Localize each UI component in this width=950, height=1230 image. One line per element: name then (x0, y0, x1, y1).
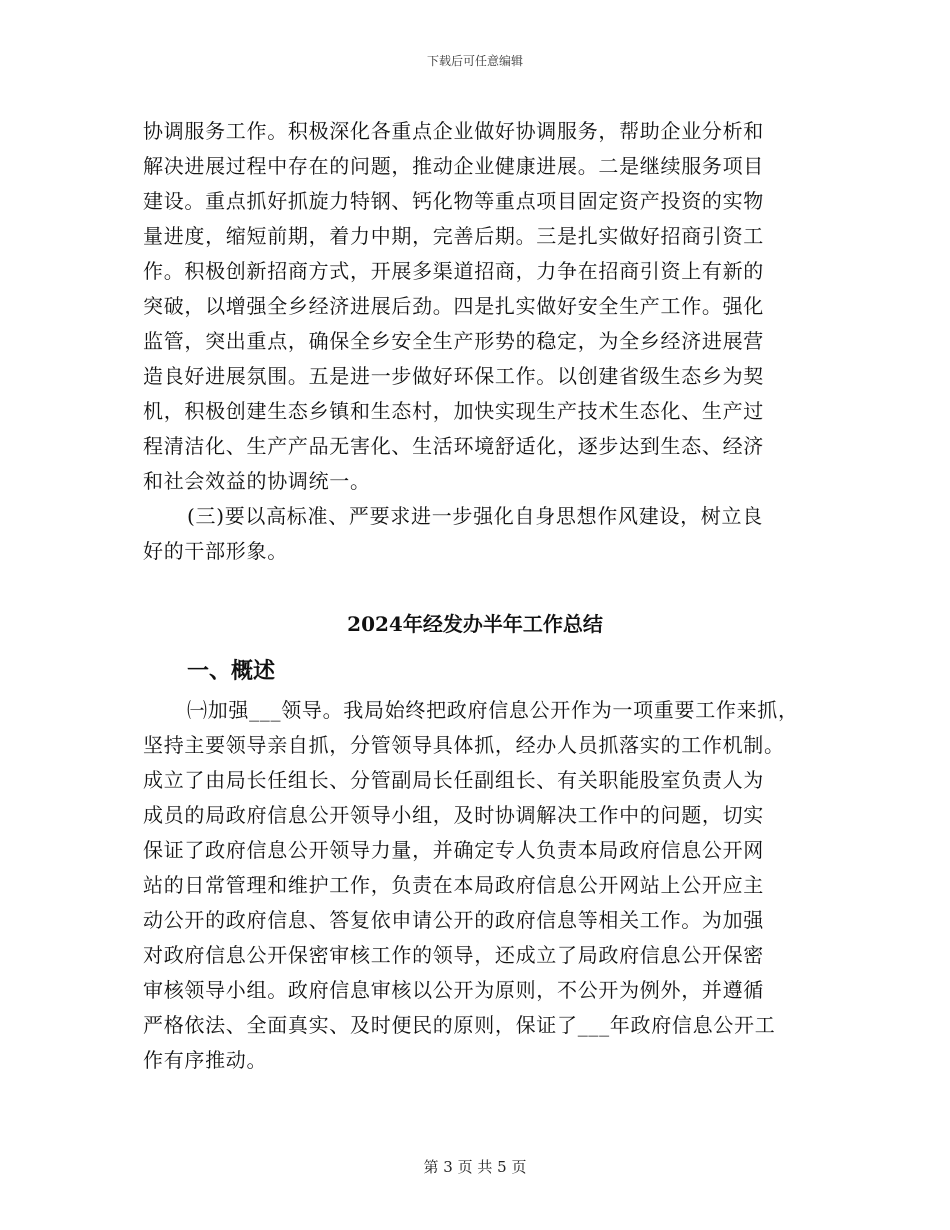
text-line: 动公开的政府信息、答复依申请公开的政府信息等相关工作。为加强 (143, 908, 764, 932)
document-title: 2024年经发办半年工作总结 (347, 612, 603, 636)
text-line: 解决进展过程中存在的问题，推动企业健康进展。二是继续服务项目 (143, 154, 764, 178)
text-line: 严格依法、全面真实、及时便民的原则，保证了___年政府信息公开工 (143, 1013, 776, 1037)
text-line: 和社会效益的协调统一。 (143, 469, 371, 493)
page-header: 下载后可任意编辑 (426, 54, 523, 68)
text-line: 好的干部形象。 (143, 539, 288, 563)
text-line: 对政府信息公开保密审核工作的领导，还成立了局政府信息公开保密 (143, 943, 764, 967)
text-line: 量进度，缩短前期，着力中期，完善后期。三是扎实做好招商引资工 (143, 224, 764, 248)
text-line: 站的日常管理和维护工作，负责在本局政府信息公开网站上公开应主 (143, 873, 764, 897)
text-line: 突破，以增强全乡经济进展后劲。四是扎实做好安全生产工作。强化 (143, 294, 764, 318)
text-line: ㈠加强___领导。我局始终把政府信息公开作为一项重要工作来抓， (187, 698, 799, 722)
text-line: 成员的局政府信息公开领导小组，及时协调解决工作中的问题，切实 (143, 803, 764, 827)
text-line: 机，积极创建生态乡镇和生态村，加快实现生产技术生态化、生产过 (143, 399, 764, 423)
text-line: 造良好进展氛围。五是进一步做好环保工作。以创建省级生态乡为契 (143, 364, 764, 388)
text-line: 作有序推动。 (143, 1048, 268, 1072)
text-line: 建设。重点抓好抓旋力特钢、钙化物等重点项目固定资产投资的实物 (143, 189, 764, 213)
text-line: 监管，突出重点，确保全乡安全生产形势的稳定，为全乡经济进展营 (143, 329, 764, 353)
text-line: 坚持主要领导亲自抓，分管领导具体抓，经办人员抓落实的工作机制。 (143, 733, 785, 757)
page-footer: 第 3 页 共 5 页 (423, 1158, 527, 1176)
text-line: 保证了政府信息公开领导力量，并确定专人负责本局政府信息公开网 (143, 838, 764, 862)
text-line: 程清洁化、生产产品无害化、生活环境舒适化，逐步达到生态、经济 (143, 434, 764, 458)
text-line: 成立了由局长任组长、分管副局长任副组长、有关职能股室负责人为 (143, 768, 764, 792)
text-line: 协调服务工作。积极深化各重点企业做好协调服务，帮助企业分析和 (143, 119, 764, 143)
section-heading: 一、概述 (187, 658, 276, 684)
text-line: (三)要以高标准、严要求进一步强化自身思想作风建设，树立良 (187, 504, 763, 528)
text-line: 审核领导小组。政府信息审核以公开为原则，不公开为例外，并遵循 (143, 978, 764, 1002)
text-line: 作。积极创新招商方式，开展多渠道招商，力争在招商引资上有新的 (143, 259, 764, 283)
